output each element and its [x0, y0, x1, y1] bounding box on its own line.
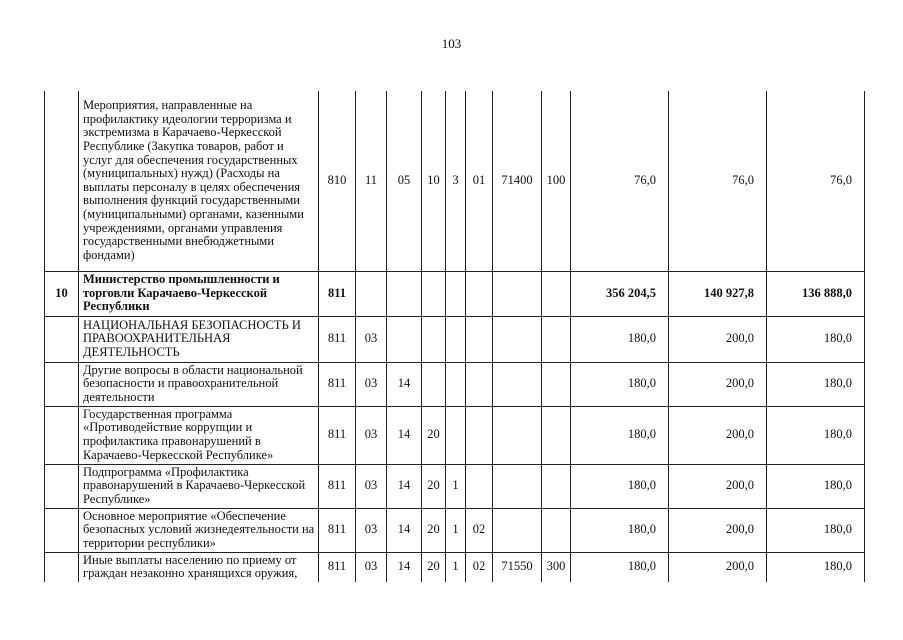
subsection-code — [387, 316, 422, 362]
direction-code — [493, 316, 542, 362]
amount-year-3: 180,0 — [767, 362, 865, 406]
section-code: 03 — [356, 406, 387, 464]
ministry-code: 811 — [319, 508, 356, 552]
subprogram-code — [446, 362, 466, 406]
ministry-code: 811 — [319, 552, 356, 582]
amount-year-1: 356 204,5 — [571, 271, 669, 316]
direction-code — [493, 464, 542, 508]
direction-code — [493, 406, 542, 464]
table-row — [45, 508, 865, 552]
section-code — [356, 271, 387, 316]
expense-name: Иные выплаты населению по приему от граждан незаконно хранящихся оружия, — [79, 552, 319, 582]
subsection-code: 14 — [387, 406, 422, 464]
section-code: 03 — [356, 316, 387, 362]
amount-year-3: 180,0 — [767, 508, 865, 552]
row-index — [45, 362, 79, 406]
table-row — [45, 91, 865, 271]
expense-name: Основное мероприятие «Обеспечение безопасных условий жизнедеятельности на территории республики» — [79, 508, 319, 552]
page-number: 103 — [441, 36, 462, 51]
amount-year-3: 136 888,0 — [767, 271, 865, 316]
direction-code: 71550 — [493, 552, 542, 582]
table-row — [45, 552, 865, 582]
table-row — [45, 406, 865, 464]
table-row — [45, 271, 865, 316]
subsection-code: 14 — [387, 362, 422, 406]
program-code: 20 — [422, 552, 446, 582]
activity-code — [466, 362, 493, 406]
activity-code — [466, 406, 493, 464]
amount-year-2: 76,0 — [669, 91, 767, 271]
amount-year-2: 200,0 — [669, 464, 767, 508]
amount-year-2: 200,0 — [669, 406, 767, 464]
subprogram-code — [446, 316, 466, 362]
activity-code: 02 — [466, 508, 493, 552]
expense-name: НАЦИОНАЛЬНАЯ БЕЗОПАСНОСТЬ И ПРАВООХРАНИТЕЛЬНАЯ ДЕЯТЕЛЬНОСТЬ — [79, 316, 319, 362]
ministry-code: 811 — [319, 316, 356, 362]
subsection-code: 05 — [387, 91, 422, 271]
budget-table — [44, 91, 865, 582]
subprogram-code: 1 — [446, 552, 466, 582]
amount-year-2: 200,0 — [669, 362, 767, 406]
program-code: 20 — [422, 508, 446, 552]
expense-name: Министерство промышленности и торговли Карачаево-Черкесской Республики — [79, 271, 319, 316]
row-index: 10 — [45, 271, 79, 316]
expense-name: Подпрограмма «Профилактика правонарушений в Карачаево-Черкесской Республике» — [79, 464, 319, 508]
amount-year-2: 200,0 — [669, 508, 767, 552]
ministry-code: 811 — [319, 406, 356, 464]
amount-year-3: 180,0 — [767, 552, 865, 582]
direction-code — [493, 271, 542, 316]
amount-year-1: 180,0 — [571, 362, 669, 406]
activity-code — [466, 316, 493, 362]
expense-type-code — [542, 406, 571, 464]
expense-type-code — [542, 508, 571, 552]
ministry-code: 811 — [319, 271, 356, 316]
activity-code — [466, 271, 493, 316]
program-code: 10 — [422, 91, 446, 271]
row-index — [45, 508, 79, 552]
program-code: 20 — [422, 464, 446, 508]
amount-year-2: 200,0 — [669, 316, 767, 362]
expense-name: Другие вопросы в области национальной безопасности и правоохранительной деятельности — [79, 362, 319, 406]
expense-type-code: 300 — [542, 552, 571, 582]
section-code: 03 — [356, 552, 387, 582]
direction-code: 71400 — [493, 91, 542, 271]
ministry-code: 811 — [319, 362, 356, 406]
section-code: 03 — [356, 362, 387, 406]
ministry-code: 810 — [319, 91, 356, 271]
table-row — [45, 464, 865, 508]
row-index — [45, 406, 79, 464]
subsection-code: 14 — [387, 464, 422, 508]
activity-code — [466, 464, 493, 508]
table-row — [45, 362, 865, 406]
expense-name: Мероприятия, направленные на профилактику идеологии терроризма и экстремизма в Карачаево-Черкесской Республике (Закупка товаров, работ и услуг для обеспечения государственных (муниципальных) нужд) (Расходы на выплаты персоналу в целях обеспечения выполнения функций государственными (муниципальными) органами, казенными учреждениями, органами управления государственными внебюджетными фондами) — [79, 91, 319, 271]
amount-year-2: 200,0 — [669, 552, 767, 582]
amount-year-3: 180,0 — [767, 464, 865, 508]
subsection-code: 14 — [387, 508, 422, 552]
expense-type-code — [542, 362, 571, 406]
row-index — [45, 552, 79, 582]
expense-type-code — [542, 271, 571, 316]
amount-year-1: 180,0 — [571, 316, 669, 362]
amount-year-3: 180,0 — [767, 406, 865, 464]
subprogram-code — [446, 271, 466, 316]
amount-year-1: 180,0 — [571, 406, 669, 464]
amount-year-1: 180,0 — [571, 508, 669, 552]
subprogram-code — [446, 406, 466, 464]
direction-code — [493, 362, 542, 406]
program-code: 20 — [422, 406, 446, 464]
program-code — [422, 362, 446, 406]
row-index — [45, 464, 79, 508]
subsection-code: 14 — [387, 552, 422, 582]
ministry-code: 811 — [319, 464, 356, 508]
section-code: 11 — [356, 91, 387, 271]
expense-type-code — [542, 464, 571, 508]
direction-code — [493, 508, 542, 552]
subprogram-code: 1 — [446, 508, 466, 552]
row-index — [45, 91, 79, 271]
program-code — [422, 271, 446, 316]
activity-code: 02 — [466, 552, 493, 582]
subprogram-code: 1 — [446, 464, 466, 508]
section-code: 03 — [356, 464, 387, 508]
row-index — [45, 316, 79, 362]
amount-year-1: 180,0 — [571, 464, 669, 508]
amount-year-3: 76,0 — [767, 91, 865, 271]
expense-type-code — [542, 316, 571, 362]
amount-year-1: 76,0 — [571, 91, 669, 271]
expense-type-code: 100 — [542, 91, 571, 271]
amount-year-1: 180,0 — [571, 552, 669, 582]
expense-name: Государственная программа «Противодействие коррупции и профилактика правонарушений в Карачаево-Черкесской Республике» — [79, 406, 319, 464]
subprogram-code: 3 — [446, 91, 466, 271]
table-row — [45, 316, 865, 362]
activity-code: 01 — [466, 91, 493, 271]
program-code — [422, 316, 446, 362]
amount-year-2: 140 927,8 — [669, 271, 767, 316]
section-code: 03 — [356, 508, 387, 552]
subsection-code — [387, 271, 422, 316]
amount-year-3: 180,0 — [767, 316, 865, 362]
